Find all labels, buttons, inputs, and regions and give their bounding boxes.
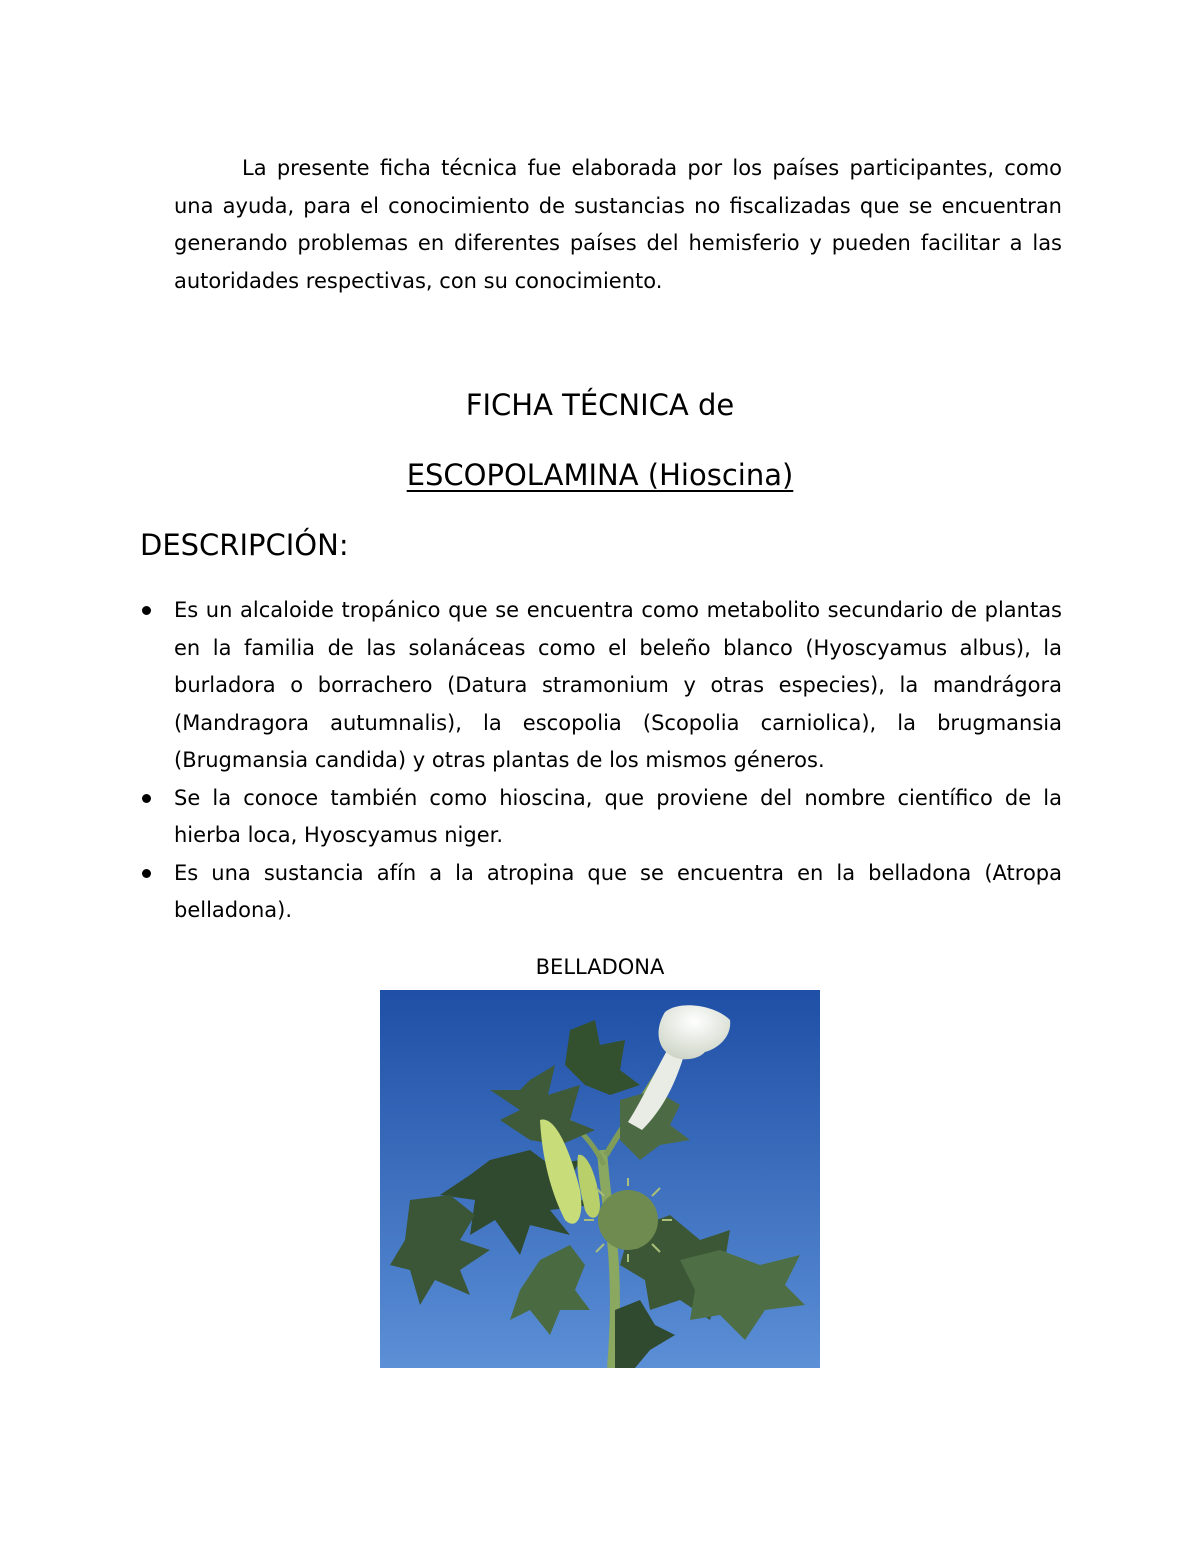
- photo-caption: BELLADONA: [535, 955, 665, 979]
- section-heading-descripcion: DESCRIPCIÓN:: [140, 528, 349, 562]
- bullet-item: [174, 780, 1062, 855]
- bullet-item: [174, 592, 1062, 780]
- document-subtitle: ESCOPOLAMINA (Hioscina): [406, 458, 794, 492]
- description-bullet-list: [174, 592, 1062, 930]
- belladona-plant-photo: [380, 990, 820, 1368]
- bullet-text: Es un alcaloide tropánico que se encuentra como metabolito secundario de plantas en la familia de las solanáceas como el beleño blanco (Hyoscyamus albus), la burladora o borrachero (Datura stramonium y otras especies), la mandrágora (Mandragora autumnalis), la escopolia (Scopolia carniolica), la brugmansia (Brugmansia candida) y otras plantas de los mismos géneros.: [174, 598, 1062, 772]
- bullet-text: Es una sustancia afín a la atropina que se encuentra en la belladona (Atropa belladona).: [174, 860, 1062, 922]
- bullet-icon: [142, 606, 151, 615]
- bullet-text: Se la conoce también como hioscina, que proviene del nombre científico de la hierba loca, Hyoscyamus niger.: [174, 785, 1062, 847]
- bullet-item: [174, 855, 1062, 930]
- bullet-icon: [142, 794, 151, 803]
- intro-paragraph: La presente ficha técnica fue elaborada por los países participantes, como una ayuda, para el conocimiento de sustancias no fiscalizadas que se encuentran generando problemas en diferentes países del hemisferio y pueden facilitar a las autoridades respectivas, con su conocimiento.: [174, 156, 1062, 293]
- bullet-icon: [142, 869, 151, 878]
- document-title: FICHA TÉCNICA de: [465, 388, 735, 422]
